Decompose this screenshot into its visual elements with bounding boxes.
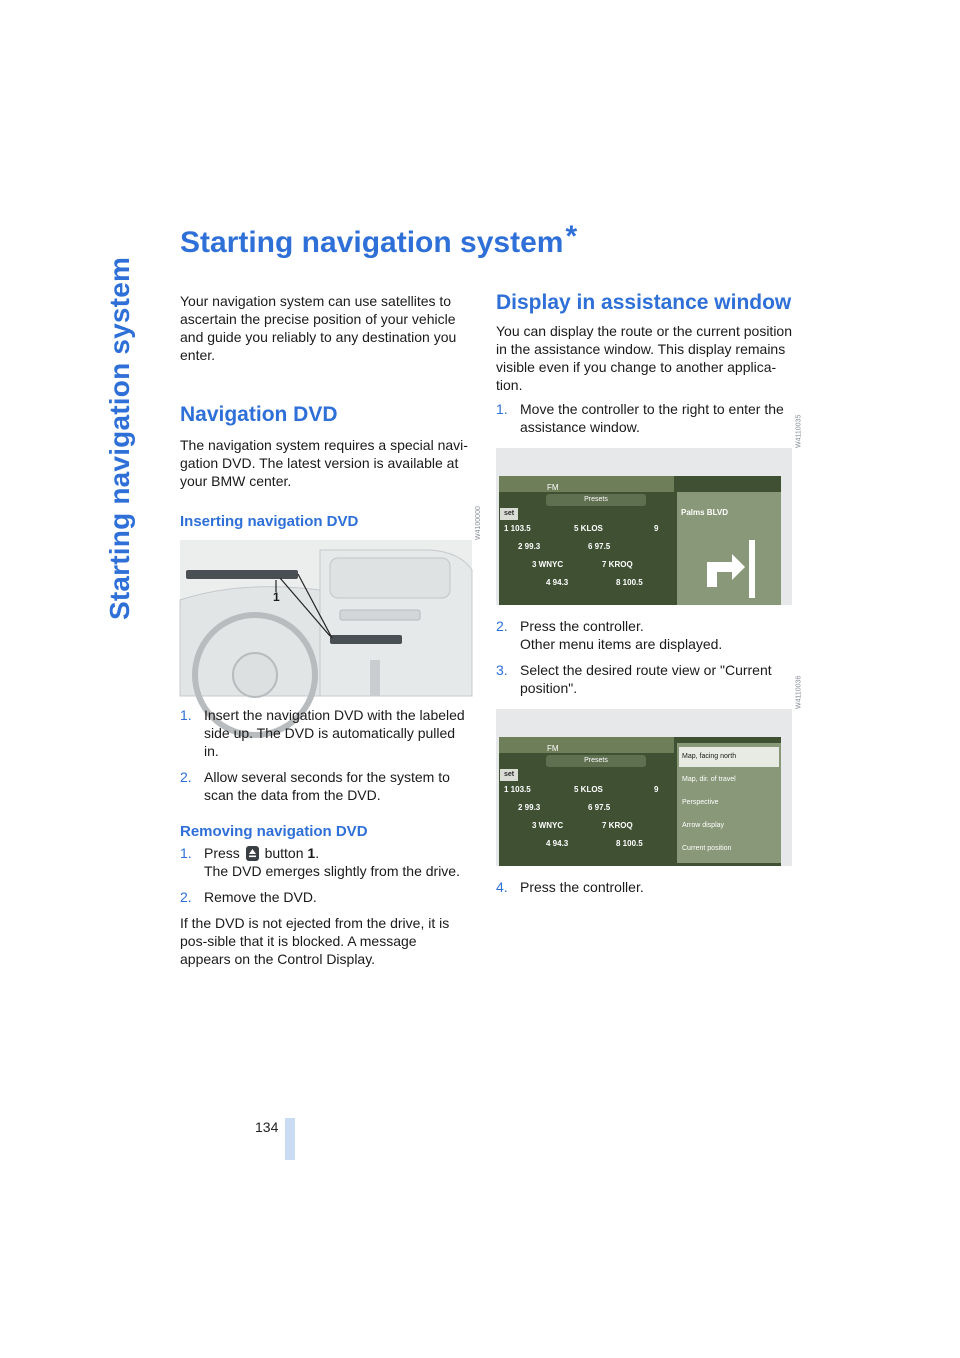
removing-steps [180, 844, 470, 906]
list-item [496, 400, 792, 436]
right-column [496, 291, 802, 904]
preset-cell: 5 KLOS [574, 785, 603, 794]
band-label: FM [547, 744, 559, 753]
eject-button-icon [246, 846, 259, 861]
list-item [496, 617, 792, 653]
preset-cell: 2 99.3 [518, 803, 541, 812]
figure-code: W4100000 [475, 506, 482, 540]
inserting-steps [180, 706, 470, 804]
list-item [180, 706, 470, 760]
preset-cell: 3 WNYC [532, 560, 564, 569]
table-row [504, 520, 674, 538]
step-text: Press the controller. [520, 618, 644, 634]
menu-item-map-dir-of-travel[interactable]: Map, dir. of travel [682, 776, 736, 783]
preset-cell: 4 94.3 [546, 578, 569, 587]
step-number: 1. [180, 845, 192, 861]
turn-arrow-icon [677, 492, 781, 605]
table-row [504, 799, 674, 817]
presets-label: Presets [546, 494, 646, 506]
step-text: Move the controller to the right to enter the assistance window. [520, 401, 784, 435]
inserting-dvd-heading: Inserting navigation DVD [180, 513, 359, 530]
step-number: 2. [180, 889, 192, 905]
callout-reference: 1 [307, 845, 316, 861]
step-number: 2. [180, 769, 192, 785]
dashboard-drawing [180, 540, 472, 696]
step-text: button [264, 845, 304, 861]
page-title-text: Starting navigation system [180, 226, 564, 259]
step-text: Other menu items are displayed. [520, 636, 723, 652]
list-item [496, 878, 792, 896]
page-marker-bar [285, 1118, 295, 1160]
band-label: FM [547, 483, 559, 492]
menu-item-current-position[interactable]: Current position [682, 845, 732, 852]
menu-item-arrow-display[interactable]: Arrow display [682, 822, 725, 829]
list-item [180, 768, 470, 804]
step-text: Press [204, 845, 240, 861]
screen-band-bar [499, 737, 674, 753]
menu-item-trip-computer[interactable]: Trip computer [682, 868, 725, 875]
list-item [180, 844, 470, 880]
page-title [180, 220, 578, 260]
step-text: Allow several seconds for the system to scan the data from the DVD. [204, 769, 450, 803]
side-section-title: Starting navigation system [104, 256, 135, 620]
set-label: set [500, 508, 518, 520]
step-text: Select the desired route view or "Current position". [520, 662, 772, 696]
optional-equipment-star: * [565, 220, 578, 253]
page-number: 134 [255, 1119, 279, 1135]
preset-cell: 1 103.5 [504, 785, 531, 794]
assistance-window-panel [677, 492, 781, 605]
assistance-steps-b [496, 617, 792, 697]
table-row [504, 556, 674, 574]
preset-cell: 8 100.5 [616, 839, 643, 848]
preset-cell: 6 97.5 [588, 803, 611, 812]
nav-dvd-heading: Navigation DVD [180, 403, 338, 426]
preset-cell: 7 KROQ [602, 821, 633, 830]
step-number: 1. [496, 401, 508, 417]
table-row [504, 817, 674, 835]
intro-paragraph: Your navigation system can use satellites to ascertain the precise position of your vehicle and guide you reliably to any destination you enter. [180, 293, 457, 363]
presets-label: Presets [546, 755, 646, 767]
preset-cell: 9 [654, 785, 659, 794]
preset-cell: 3 WNYC [532, 821, 564, 830]
step-text: The DVD emerges slightly from the drive. [204, 863, 460, 879]
preset-cell: 4 94.3 [546, 839, 569, 848]
table-row [504, 781, 674, 799]
removing-dvd-heading: Removing navigation DVD [180, 823, 368, 840]
preset-cell: 8 100.5 [616, 578, 643, 587]
step-number: 2. [496, 618, 508, 634]
menu-item-perspective[interactable]: Perspective [682, 799, 719, 806]
step-number: 3. [496, 662, 508, 678]
nav-dvd-paragraph: The navigation system requires a special navi-gation DVD. The latest version is available at your BMW center. [180, 437, 468, 489]
callout-number-1: 1 [273, 590, 280, 604]
figure-code: W4110036 [795, 675, 802, 709]
preset-cell: 7 KROQ [602, 560, 633, 569]
preset-cell: 2 99.3 [518, 542, 541, 551]
preset-cell: 1 103.5 [504, 524, 531, 533]
left-column [180, 292, 482, 968]
preset-list [504, 520, 674, 592]
step-number: 4. [496, 879, 508, 895]
set-label: set [500, 769, 518, 781]
table-row [504, 538, 674, 556]
step-text: . [315, 845, 320, 861]
list-item [496, 661, 792, 697]
step-number: 1. [180, 707, 192, 723]
preset-cell: 6 97.5 [588, 542, 611, 551]
menu-item-map-facing-north[interactable]: Map, facing north [679, 747, 779, 767]
figure-code: W4110035 [795, 414, 802, 448]
assistance-steps-a [496, 400, 792, 436]
screen-band-bar [499, 476, 674, 492]
step-text: Remove the DVD. [204, 889, 317, 905]
preset-cell: 9 [654, 524, 659, 533]
preset-cell: 5 KLOS [574, 524, 603, 533]
step-text: Insert the navigation DVD with the labeled side up. The DVD is automatically pulled in. [204, 707, 465, 759]
assistance-window-heading: Display in assistance window [496, 291, 792, 314]
route-view-menu [677, 743, 781, 875]
table-row [504, 574, 674, 592]
step-text: Press the controller. [520, 879, 644, 895]
preset-list [504, 781, 674, 853]
assistance-steps-c [496, 878, 792, 896]
assistance-intro: You can display the route or the current position in the assistance window. This display remains visible even if you change to another applica-tion. [496, 323, 793, 393]
blocked-note: If the DVD is not ejected from the drive, it is pos-sible that it is blocked. A message appears on the Control Display. [180, 915, 450, 967]
table-row [504, 835, 674, 853]
list-item [180, 888, 470, 906]
street-name: Palms BLVD [681, 508, 728, 517]
